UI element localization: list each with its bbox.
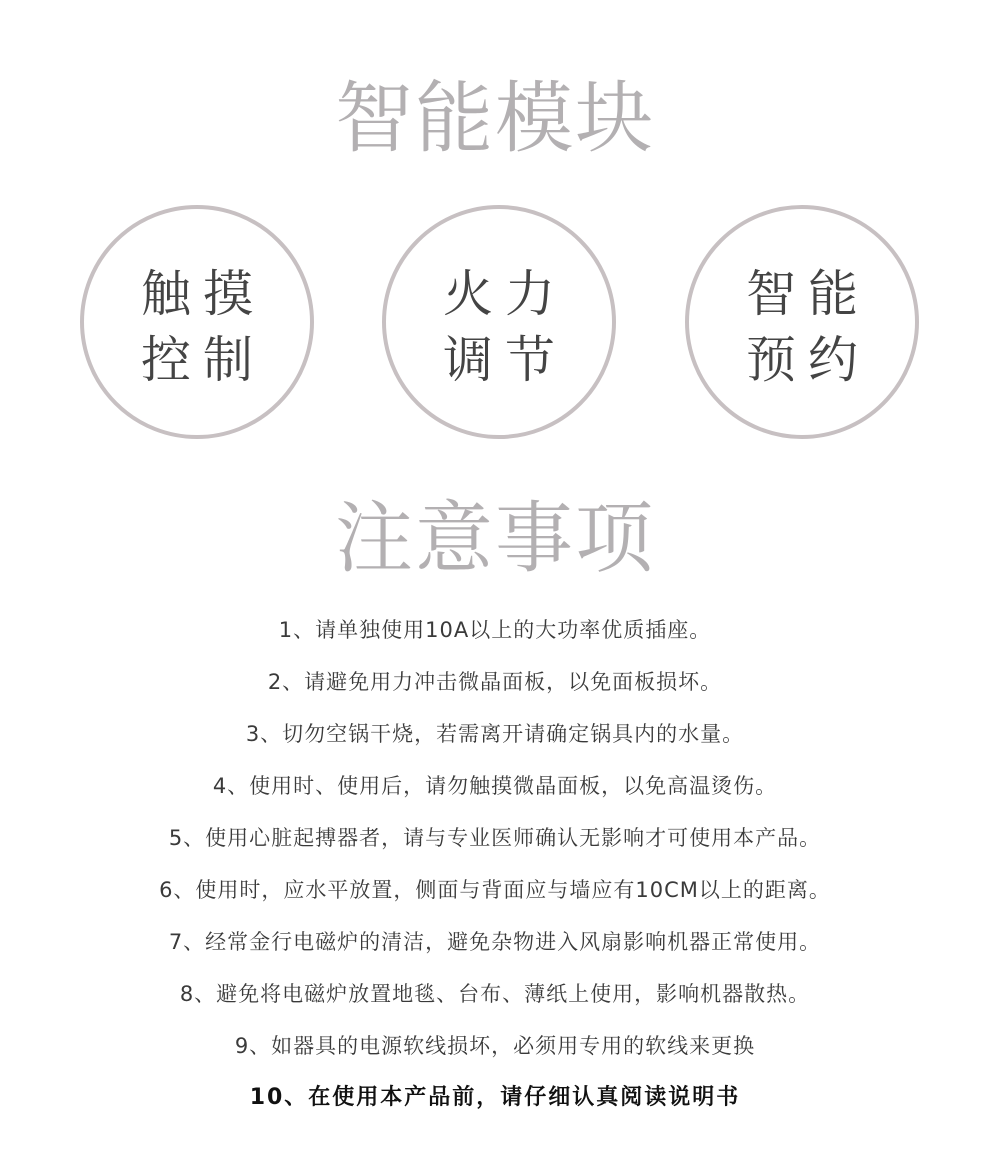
- precautions-title: 注意事项: [334, 494, 655, 584]
- precaution-item: 6、使用时，应水平放置，侧面与背面应与墙应有10CM以上的距离。: [159, 878, 831, 902]
- precaution-item: 8、避免将电磁炉放置地毯、台布、薄纸上使用，影响机器散热。: [179, 982, 811, 1006]
- feature-label-line2: 控制: [141, 331, 265, 389]
- smart-modules-title: 智能模块: [334, 74, 655, 164]
- feature-circle-smart-schedule: [685, 205, 919, 439]
- precaution-item: 3、切勿空锅干烧，若需离开请确定锅具内的水量。: [245, 722, 745, 746]
- feature-label-line2: 预约: [746, 331, 870, 389]
- precautions-list: [0, 612, 990, 1132]
- precaution-item: 7、经常金行电磁炉的清洁，避免杂物进入风扇影响机器正常使用。: [168, 930, 822, 954]
- feature-label-line2: 调节: [443, 331, 567, 389]
- feature-circle-heat-adjust: [382, 205, 616, 439]
- precaution-item-emphasis: 10、在使用本产品前，请仔细认真阅读说明书: [249, 1085, 741, 1110]
- feature-label-line1: 智能: [746, 265, 870, 323]
- precaution-item: 9、如器具的电源软线损坏，必须用专用的软线来更换: [234, 1034, 756, 1058]
- precaution-item: 2、请避免用力冲击微晶面板，以免面板损坏。: [267, 670, 723, 694]
- precaution-item: 5、使用心脏起搏器者，请与专业医师确认无影响才可使用本产品。: [168, 826, 822, 850]
- feature-label-line1: 触摸: [141, 265, 265, 323]
- precaution-item: 1、请单独使用10A以上的大功率优质插座。: [278, 618, 712, 642]
- feature-label-line1: 火力: [443, 265, 567, 323]
- precaution-item: 4、使用时、使用后，请勿触摸微晶面板，以免高温烫伤。: [212, 774, 778, 798]
- feature-circle-touch-control: [80, 205, 314, 439]
